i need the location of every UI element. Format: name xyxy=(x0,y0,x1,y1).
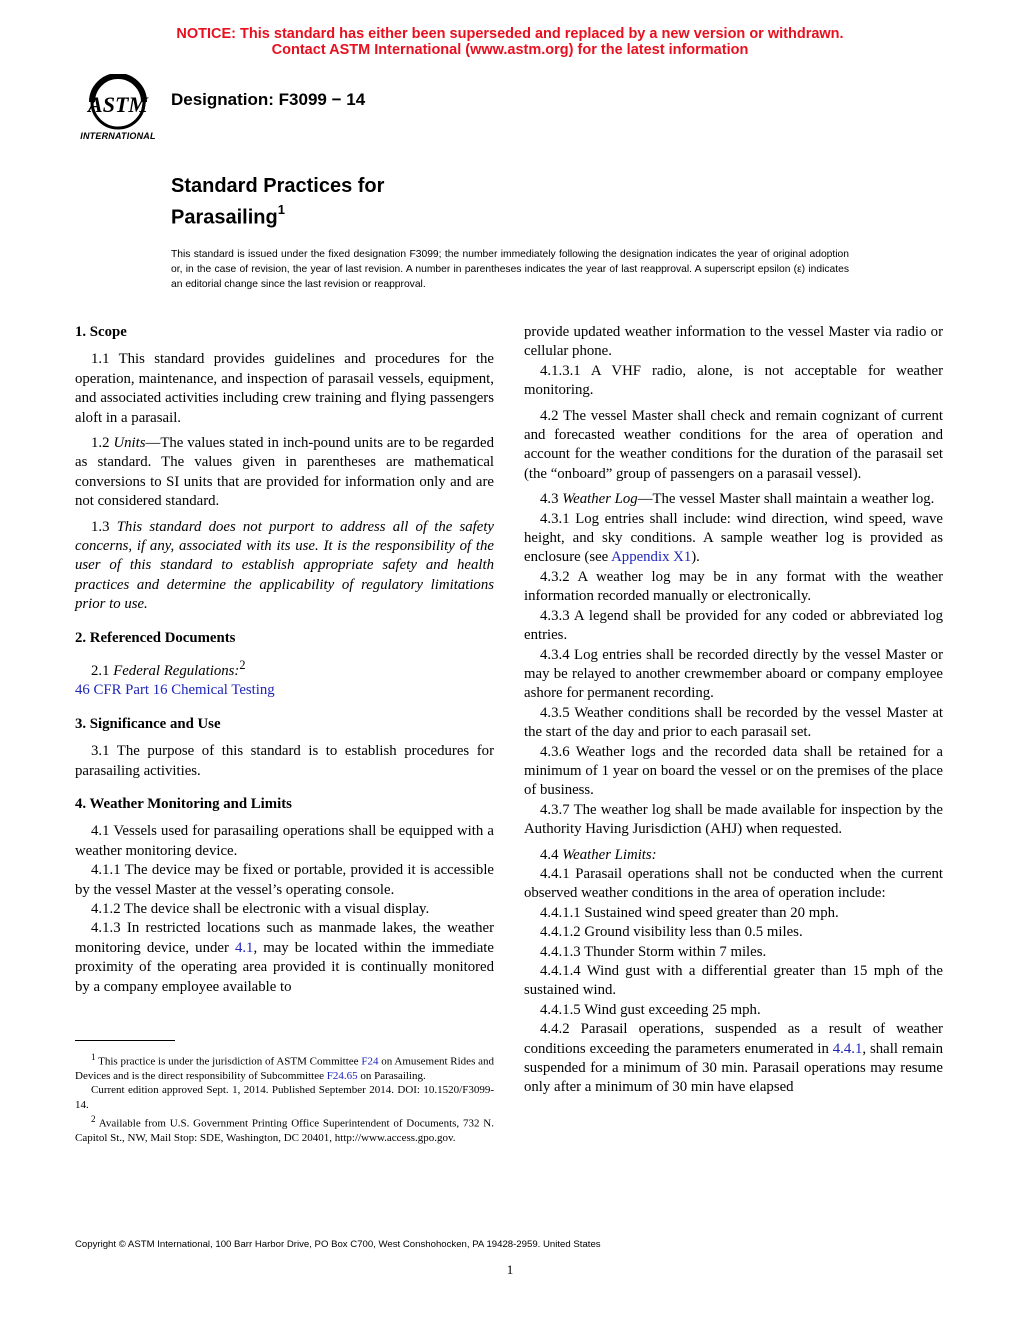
paragraph-3-1: 3.1 The purpose of this standard is to establish procedures for parasailing activities. xyxy=(75,743,494,779)
paragraph-4-3-7: 4.3.7 The weather log shall be made available for inspection by the Authority Having Jurisdiction (AHJ) when requested. xyxy=(524,801,943,838)
paragraph-4-3-5: 4.3.5 Weather conditions shall be recorded by the vessel Master at the start of the day and prior to each parasail set. xyxy=(524,704,943,741)
section-heading-weather: 4. Weather Monitoring and Limits xyxy=(75,796,292,813)
paragraph-4-4-1-1: 4.4.1.1 Sustained wind speed greater than 20 mph. xyxy=(540,904,839,921)
footnote-2: $^2$ Available from U.S. Government Printing Office Superintendent of Documents, 732 N. Capitol St., NW, Mail Stop: SDE, Washington, DC 20401, http://www.access.gpo.gov. xyxy=(75,1114,494,1145)
notice-line-1: NOTICE: This standard has either been superseded and replaced by a new version or withdrawn. xyxy=(176,26,844,42)
paragraph-4-1-3: 4.1.3 In restricted locations such as manmade lakes, the weather monitoring device, under 4.1, may be located within the immediate proximity of the operating area provided it is continually monitored by a company employee available to xyxy=(75,920,494,995)
paragraph-4-3-3: 4.3.3 A legend shall be provided for any coded or abbreviated log entries. xyxy=(524,607,943,644)
logo-label: INTERNATIONAL xyxy=(80,131,156,141)
paragraph-4-4-1-2: 4.4.1.2 Ground visibility less than 0.5 miles. xyxy=(540,924,803,941)
paragraph-4-3-4: 4.3.4 Log entries shall be recorded directly by the vessel Master or may be relayed to another crewmember aboard or company employee ashore for permanent recording. xyxy=(524,646,943,702)
section-4-4-1-link[interactable]: 4.4.1 xyxy=(832,1040,863,1057)
paragraph-1-1: 1.1 This standard provides guidelines and procedures for the operation, maintenance, and inspection of parasail vessels, equipment, and associated activities including crew training and flying passengers aloft in a parasail. xyxy=(75,351,494,426)
title-line-2: Parasailing$^1$ xyxy=(171,202,285,229)
paragraph-4-1: 4.1 Vessels used for parasailing operations shall be equipped with a weather monitoring device. xyxy=(75,823,494,859)
section-heading-referenced-documents: 2. Referenced Documents xyxy=(75,629,236,646)
footnote-1: $^1$ This practice is under the jurisdiction of ASTM Committee F24 on Amusement Rides and Devices and is the direct responsibility of Subcommittee F24.65 on Parasailing. xyxy=(75,1052,494,1083)
paragraph-4-4-2: 4.4.2 Parasail operations, suspended as a result of weather conditions exceeding the parameters enumerated in 4.4.1, shall remain suspended for a minimum of 30 min. Parasail operations may resume only after a minimum of 30 min have elapsed xyxy=(524,1021,943,1096)
f24-link[interactable]: F24 xyxy=(361,1055,379,1068)
paragraph-4-3-6: 4.3.6 Weather logs and the recorded data shall be retained for a minimum of 1 year on board the vessel or on the premises of the place of business. xyxy=(524,743,943,799)
page-number: 1 xyxy=(506,1262,514,1277)
paragraph-4-3-1: 4.3.1 Log entries shall include: wind direction, wind speed, wave height, and sky conditions. A sample weather log is provided as enclosure (see Appendix X1). xyxy=(524,510,943,566)
paragraph-4-3: 4.3 Weather Log—The vessel Master shall maintain a weather log. xyxy=(540,491,935,508)
reference-line xyxy=(75,681,494,700)
paragraph-4-2: 4.2 The vessel Master shall check and remain cognizant of current and forecasted weather conditions for the area of operation and account for the weather conditions for the duration of the parasail set (the “onboard” group of passengers on a parasail vessel). xyxy=(524,407,943,482)
page-title xyxy=(171,174,384,231)
paragraph-2-1: 2.1 Federal Regulations:$^2$ xyxy=(91,658,246,680)
footnote-1-edition: Current edition approved Sept. 1, 2014. Published September 2014. DOI: 10.1520/F3099-14. xyxy=(75,1084,494,1111)
cfr-part-16-link[interactable]: 46 CFR Part 16 xyxy=(75,682,168,699)
paragraph-4-1-1: 4.1.1 The device may be fixed or portable, provided it is accessible by the vessel Master at the vessel’s operating console. xyxy=(75,862,494,898)
paragraph-4-1-3-continued: provide updated weather information to the vessel Master via radio or cellular phone. xyxy=(524,324,943,360)
paragraph-1-3: 1.3 This standard does not purport to address all of the safety concerns, if any, associated with its use. It is the responsibility of the user of this standard to establish appropriate safety and health practices and determine the applicability of regulatory limitations prior to use. xyxy=(75,518,494,613)
designation: Designation: F3099 − 14 xyxy=(171,90,366,109)
f24-65-link[interactable]: F24.65 xyxy=(326,1070,358,1083)
paragraph-4-4-1: 4.4.1 Parasail operations shall not be conducted when the current observed weather conditions in the area of operation include: xyxy=(524,865,943,902)
paragraph-1-2: 1.2 Units—The values stated in inch-pound units are to be regarded as standard. The values given in parentheses are mathematical conversions to SI units that are provided for information only and are not considered standard. xyxy=(75,435,494,510)
section-heading-scope: 1. Scope xyxy=(75,324,127,340)
paragraph-4-4-1-5: 4.4.1.5 Wind gust exceeding 25 mph. xyxy=(540,1001,761,1018)
notice-line-2: Contact ASTM International (www.astm.org) for the latest information xyxy=(271,42,749,58)
issue-note: This standard is issued under the fixed designation F3099; the number immediately following the designation indicates the year of original adoption or, in the case of revision, the year of last revision. A number in parentheses indicates the year of last reapproval. A superscript epsilon (ε) indicates an editorial change since the last revision or reapproval. xyxy=(171,249,849,290)
paragraph-4-3-2: 4.3.2 A weather log may be in any format with the weather information recorded manually or electronically. xyxy=(524,568,943,605)
title-footnote-ref[interactable]: 1 xyxy=(277,202,285,217)
footnotes xyxy=(75,1050,494,1146)
title-line-1: Standard Practices for xyxy=(171,175,385,197)
section-heading-significance: 3. Significance and Use xyxy=(75,715,221,732)
copyright-line: Copyright © ASTM International, 100 Barr Harbor Drive, PO Box C700, West Conshohocken, PA 19428-2959. United States xyxy=(75,1239,601,1250)
paragraph-4-1-3-1: 4.1.3.1 A VHF radio, alone, is not acceptable for weather monitoring. xyxy=(524,362,943,399)
paragraph-4-4-1-4: 4.4.1.4 Wind gust with a differential greater than 15 mph of the sustained wind. xyxy=(524,963,943,999)
chemical-testing-link[interactable]: Chemical Testing xyxy=(171,682,275,699)
footnote-divider xyxy=(75,1040,175,1041)
appendix-x1-link[interactable]: Appendix X1 xyxy=(611,549,692,566)
svg-text:ASTM: ASTM xyxy=(88,92,148,117)
paragraph-4-4-1-3: 4.4.1.3 Thunder Storm within 7 miles. xyxy=(540,943,767,960)
section-4-1-link[interactable]: 4.1 xyxy=(234,939,254,956)
withdrawal-notice xyxy=(0,26,1020,58)
paragraph-4-4: 4.4 Weather Limits: xyxy=(540,846,657,863)
left-column xyxy=(75,323,494,997)
right-column xyxy=(524,323,943,1098)
paragraph-4-1-2: 4.1.2 The device shall be electronic with a visual display. xyxy=(91,901,430,918)
